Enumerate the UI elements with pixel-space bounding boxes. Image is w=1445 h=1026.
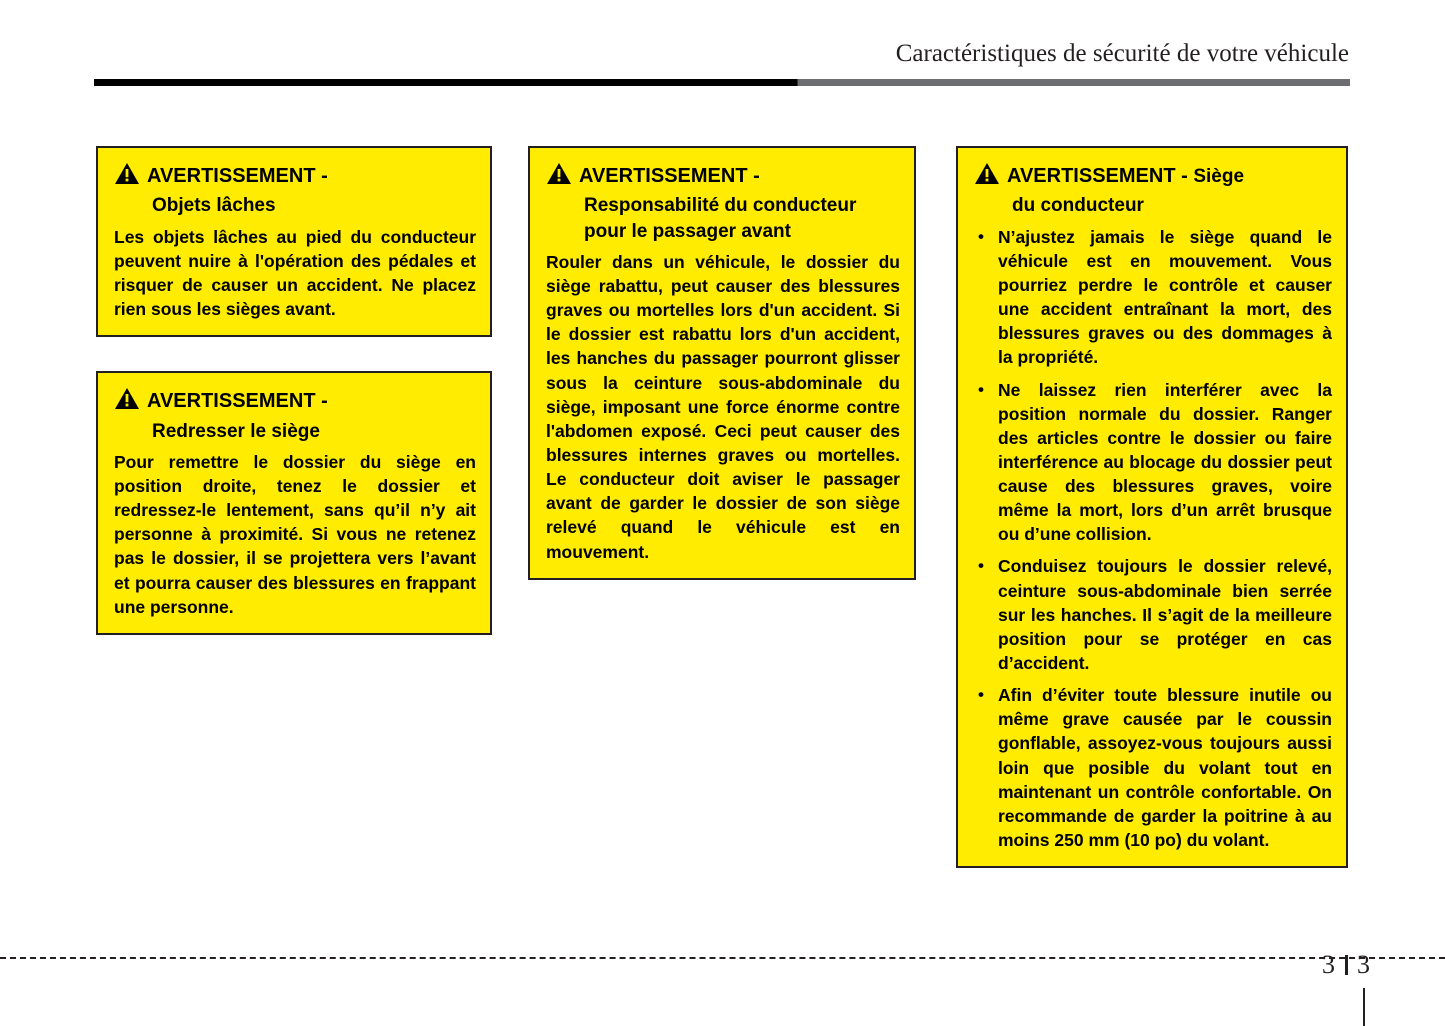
- warning-bullet-list: [974, 225, 1332, 853]
- warning-triangle-icon: [546, 162, 572, 185]
- column-center: [528, 146, 916, 614]
- footer-divider: [0, 957, 1445, 959]
- warning-heading: [114, 162, 476, 189]
- warning-subtitle: du conducteur: [1012, 195, 1144, 217]
- page-number-separator: [1345, 955, 1348, 975]
- warning-body: Pour remettre le dossier du siège en position droite, tenez le dossier et redressez-le lentement, sans qu’il n’y ait personne à proximité. Si vous ne retenez pas le dossier, il se projettera vers l’avant et pourra causer des blessures en frappant une personne.: [114, 451, 476, 617]
- warning-inline-title: Siège: [1193, 166, 1245, 187]
- warning-subtitle: Objets lâches: [152, 195, 276, 217]
- warning-triangle-icon: [114, 387, 140, 410]
- warning-body: Rouler dans un véhicule, le dossier du siège rabattu, peut causer des blessures graves ou mortelles lors d'un accident. Si le dossier est rabattu lors d'un accident, les hanches du passager pourront glisser sous la ceinture sous-abdominale du siège, imposant une force énorme contre l'abdomen exposé. Ceci peut causer des blessures internes graves ou mortelles. Le conducteur doit aviser le passager avant de garder le dossier de son siège relevé quand le véhicule est en mouvement.: [546, 251, 900, 562]
- warning-box-objets-laches: [96, 146, 492, 337]
- list-item: • Afin d’éviter toute blessure inutile ou même grave causée par le coussin gonflable, assoyez-vous toujours aussi loin que posible du volant tout en maintenant un contrôle confortable. On recommande de garder la poitrine à au moins 250 mm (10 po) du volant.: [974, 683, 1332, 852]
- warning-subtitle: Redresser le siège: [152, 420, 320, 442]
- warning-box-redresser-le-siege: [96, 371, 492, 635]
- warning-heading: [974, 162, 1332, 189]
- page-number: [1322, 950, 1371, 980]
- chapter-number: 3: [1322, 950, 1336, 979]
- warning-heading-text: AVERTISSEMENT -: [1007, 165, 1188, 187]
- warning-triangle-icon: [114, 162, 140, 185]
- warning-box-siege-conducteur: [956, 146, 1348, 868]
- list-item: • N’ajustez jamais le siège quand le véhicule est en mouvement. Vous pourriez perdre le contrôle et causer une accident entraînant la mort, des blessures graves ou des dommages à la propriété.: [974, 225, 1332, 370]
- warning-heading: [546, 162, 900, 189]
- warning-heading: [114, 387, 476, 414]
- warning-heading-text: AVERTISSEMENT -: [147, 390, 328, 413]
- header-divider: [94, 79, 1350, 86]
- footer-tick-mark: [1363, 988, 1365, 1026]
- list-item: • Conduisez toujours le dossier relevé, ceinture sous-abdominale bien serrée sur les hanches. Il s’agit de la meilleure position pour se protéger en cas d’accident.: [974, 554, 1332, 675]
- page-header: [0, 0, 1445, 95]
- warning-body: Les objets lâches au pied du conducteur peuvent nuire à l'opération des pédales et risquer de causer un accident. Ne placez rien sous les sièges avant.: [114, 226, 476, 320]
- list-item: • Ne laissez rien interférer avec la position normale du dossier. Ranger des articles contre le dossier ou faire interférence au blocage du dossier peut cause des blessures graves, voire même la mort, lors d’un arrêt brusque ou d’une collision.: [974, 378, 1332, 547]
- column-right: [956, 146, 1348, 902]
- page-number-value: 3: [1357, 950, 1371, 979]
- warning-heading-text: AVERTISSEMENT -: [579, 165, 760, 187]
- warning-box-responsabilite-conducteur: [528, 146, 916, 580]
- warning-subtitle: Responsabilité du conducteur pour le passager avant: [584, 195, 857, 242]
- warning-triangle-icon: [974, 162, 1000, 185]
- page-title: Caractéristiques de sécurité de votre véhicule: [895, 40, 1349, 67]
- column-left: [96, 146, 492, 669]
- warning-heading-text: AVERTISSEMENT -: [147, 165, 328, 187]
